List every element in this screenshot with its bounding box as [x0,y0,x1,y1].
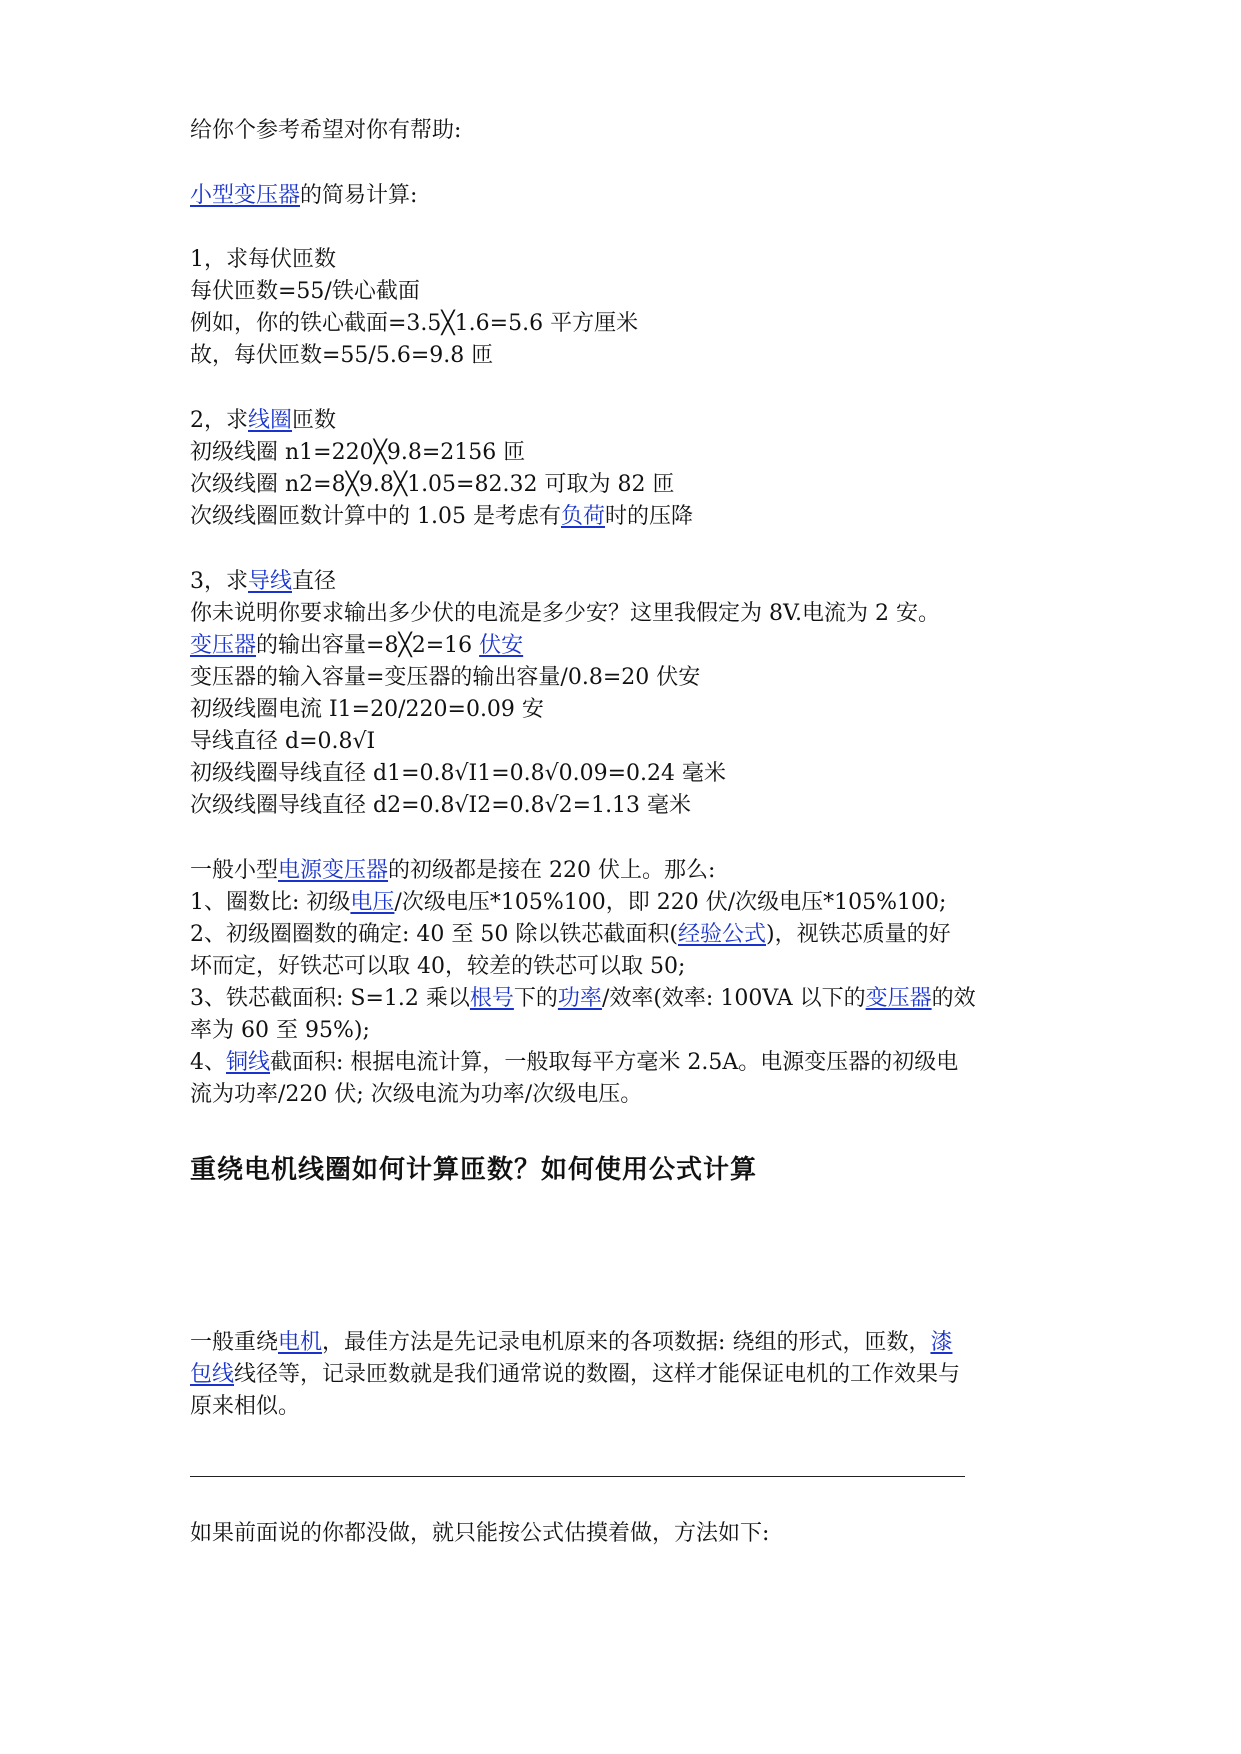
step3-primary-current: 初级线圈电流 I1=20/220=0.09 安 [190,697,544,722]
link-coil[interactable]: 线圈 [248,408,293,433]
motor-line3: 原来相似。 [190,1394,301,1419]
step3-primary-wire: 初级线圈导线直径 d1=0.8√I1=0.8√0.09=0.24 毫米 [190,761,727,786]
motor-line1-prefix: 一般重绕 [190,1330,279,1355]
step3-secondary-wire: 次级线圈导线直径 d2=0.8√I2=0.8√2=1.13 毫米 [190,793,692,818]
step1-title: 1，求每伏匝数 [190,247,336,272]
step3-output-capacity [190,630,523,662]
link-transformer[interactable]: 变压器 [190,633,257,658]
general-item3-part-a: 3、铁芯截面积: S=1.2 乘以 [190,986,470,1011]
link-enameled-wire-end[interactable]: 包线 [190,1362,235,1387]
general-item3-line1 [190,983,976,1015]
closing-text: 如果前面说的你都没做，就只能按公式估摸着做，方法如下: [190,1521,770,1546]
general-item3-line2: 率为 60 至 95%); [190,1018,370,1043]
general-item4-line2: 流为功率/220 伏; 次级电流为功率/次级电压。 [190,1082,643,1107]
step2-title-suffix: 匝数 [292,408,337,433]
general-intro-prefix: 一般小型 [190,858,279,883]
step1-result: 故，每伏匝数=55/5.6=9.8 匝 [190,343,494,368]
link-square-root[interactable]: 根号 [469,986,514,1011]
general-item3-part-d: 的效 [931,986,976,1011]
general-item3-part-c: /效率(效率: 100VA 以下的 [601,986,866,1011]
link-small-transformer[interactable]: 小型变压器 [190,183,301,208]
step3-wire-formula: 导线直径 d=0.8√I [190,729,376,754]
general-item4-suffix: 截面积: 根据电流计算，一般取每平方毫米 2.5A。电源变压器的初级电 [270,1050,959,1075]
link-transformer-2[interactable]: 变压器 [865,986,932,1011]
motor-line2 [190,1359,960,1391]
general-item1-prefix: 1、圈数比: 初级 [190,890,351,915]
step3-title [190,566,336,598]
link-power-transformer[interactable]: 电源变压器 [278,858,389,883]
section-title-rest: 的简易计算: [300,183,418,208]
step2-primary: 初级线圈 n1=220╳9.8=2156 匝 [190,440,526,465]
step1-example: 例如，你的铁心截面=3.5╳1.6=5.6 平方厘米 [190,311,639,336]
step2-secondary: 次级线圈 n2=8╳9.8╳1.05=82.32 可取为 82 匝 [190,472,675,497]
step3-output-mid: 的输出容量=8╳2=16 [256,633,480,658]
link-empirical-formula[interactable]: 经验公式 [677,922,766,947]
step2-note-suffix: 时的压降 [605,504,694,529]
step3-title-suffix: 直径 [292,569,337,594]
general-item2-suffix: )，视铁芯质量的好 [765,922,951,947]
step2-title [190,405,336,437]
link-copper-wire[interactable]: 铜线 [226,1050,271,1075]
general-item4-prefix: 4、 [190,1050,226,1075]
general-item4-line1 [190,1047,958,1079]
section-title [190,180,417,212]
general-item1 [190,887,946,919]
step2-title-prefix: 2，求 [190,408,248,433]
link-voltage[interactable]: 电压 [350,890,395,915]
link-wire[interactable]: 导线 [248,569,293,594]
general-intro-suffix: 的初级都是接在 220 伏上。那么: [388,858,716,883]
general-intro [190,855,715,887]
step3-input-capacity: 变压器的输入容量=变压器的输出容量/0.8=20 伏安 [190,665,701,690]
motor-line2-suffix: 线径等，记录匝数就是我们通常说的数圈，这样才能保证电机的工作效果与 [234,1362,961,1387]
section-heading: 重绕电机线圈如何计算匝数？如何使用公式计算 [190,1155,758,1185]
step1-formula: 每伏匝数=55/铁心截面 [190,279,420,304]
step3-assumption: 你未说明你要求输出多少伏的电流是多少安？这里我假定为 8V.电流为 2 安。 [190,601,941,626]
separator-rule [190,1476,965,1477]
step2-note-prefix: 次级线圈匝数计算中的 1.05 是考虑有 [190,504,561,529]
general-item2-line2: 坏而定，好铁芯可以取 40，较差的铁芯可以取 50; [190,954,686,979]
general-item1-suffix: /次级电压*105%100，即 220 伏/次级电压*105%100; [394,890,947,915]
link-motor[interactable]: 电机 [278,1330,323,1355]
link-volt-ampere[interactable]: 伏安 [479,633,524,658]
link-load[interactable]: 负荷 [560,504,605,529]
general-item2-prefix: 2、初级圈圈数的确定: 40 至 50 除以铁芯截面积( [190,922,678,947]
link-enameled-wire-start[interactable]: 漆 [930,1330,953,1355]
motor-line1 [190,1327,952,1359]
step2-note [190,501,693,533]
motor-line1-mid: ，最佳方法是先记录电机原来的各项数据: 绕组的形式，匝数， [322,1330,931,1355]
link-power[interactable]: 功率 [557,986,602,1011]
general-item2-line1 [190,919,951,951]
step3-title-prefix: 3，求 [190,569,248,594]
intro-text: 给你个参考希望对你有帮助: [190,118,462,143]
general-item3-part-b: 下的 [513,986,558,1011]
